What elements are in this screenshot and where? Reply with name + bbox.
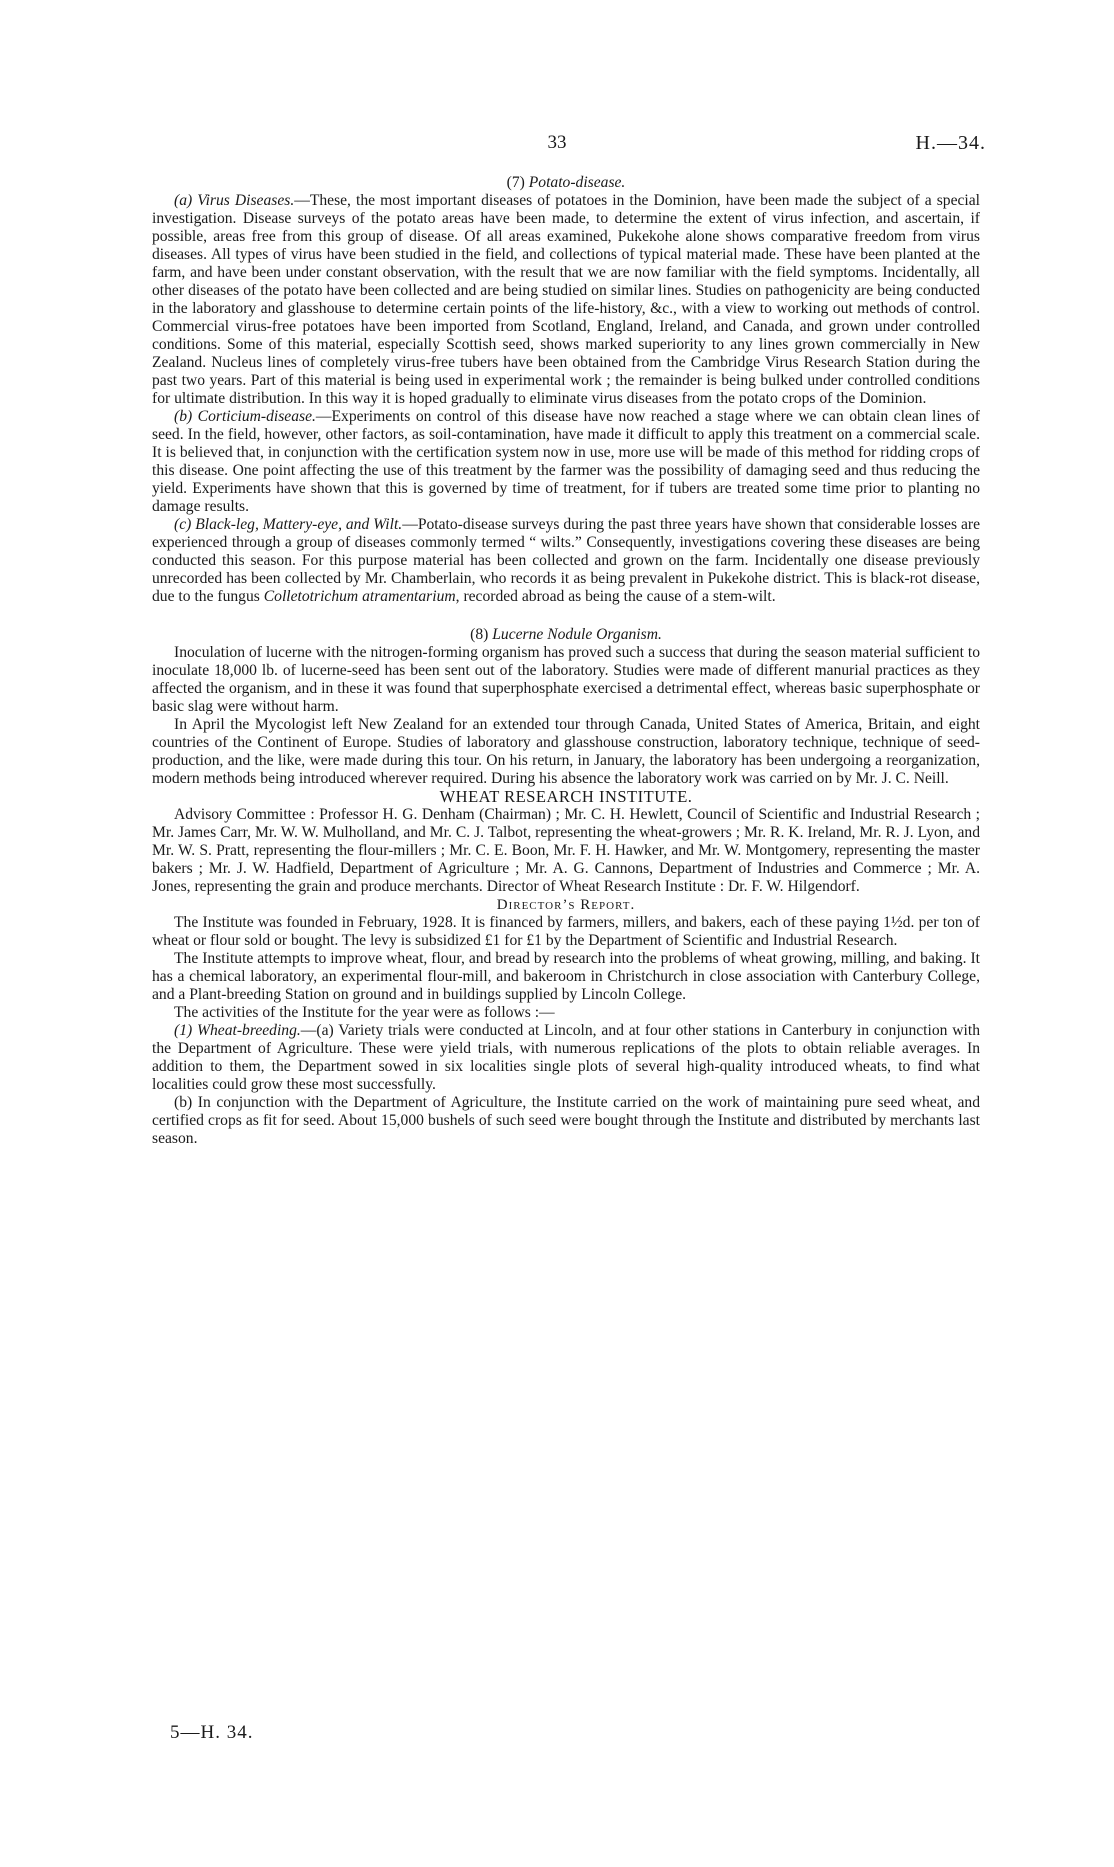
- potato-heading: [152, 174, 980, 192]
- paragraph-activities-intro: The activities of the Institute for the year were as follows :—: [174, 1004, 555, 1021]
- directors-report-heading: Director’s Report.: [496, 897, 636, 913]
- paragraph-advisory-committee: Advisory Committee : Professor H. G. Denham (Chairman) ; Mr. C. H. Hewlett, Council of Scientific and Industrial Research ; Mr. James Carr, Mr. W. W. Mulholland, and Mr. C. J. Talbot, representing the wheat-growers ; Mr. R. K. Ireland, Mr. R. J. Lyon, and Mr. W. S. Pratt, representing the flour-millers ; Mr. C. E. Boon, Mr. F. H. Hawker, and Mr. W. Montgomery, representing the master bakers ; Mr. J. W. Hadfield, Department of Agriculture ; Mr. A. G. Cannons, Department of Industries and Commerce ; Mr. A. Jones, representing the grain and produce merchants. Director of Wheat Research Institute : Dr. F. W. Hilgendorf.: [152, 806, 980, 895]
- species-name: Colletotrichum atramentarium: [263, 588, 456, 605]
- paragraph-mycologist-tour: In April the Mycologist left New Zealand for an extended tour through Canada, United States of America, Britain, and eight countries of the Continent of Europe. Studies of laboratory and glasshouse construction, laboratory technique, technique of seed-production, and the like, were made during this tour. On his return, in January, the laboratory has been undergoing a reorganization, modern methods being introduced wherever required. During his absence the laboratory work was carried on by Mr. J. C. Neill.: [152, 716, 980, 787]
- paragraph-pure-seed: (b) In conjunction with the Department of Agriculture, the Institute carried on the work of maintaining pure seed wheat, and certified crops as fit for seed. About 15,000 bushels of such seed were bought through the Institute and distributed by merchants last season.: [152, 1094, 980, 1147]
- paragraph-institute-aims: The Institute attempts to improve wheat, flour, and bread by research into the problems of wheat growing, milling, and baking. It has a chemical laboratory, an experimental flour-mill, and bakeroom in Christchurch in close association with Canterbury College, and a Plant-breeding Station on ground and in buildings supplied by Lincoln College.: [152, 950, 980, 1003]
- paragraph-text: —These, the most important diseases of potatoes in the Dominion, have been made the subject of a special investigation. Disease surveys of the potato areas have been made, to determine the extent of virus infection, and ascertain, if possible, areas free from this group of disease. Of all areas examined, Pukekohe alone shows comparative freedom from virus diseases. All types of virus have been studied in the field, and collections of typical material made. These have been planted at the farm, and have been under constant observation, with the result that we are now familiar with the field symptoms. Incidentally, all other diseases of the potato have been collected and are being studied on similar lines. Studies on pathogenicity are being conducted in the laboratory and glasshouse to determine certain points of the life-history, &c., with a view to working out methods of control. Commercial virus-free potatoes have been imported from Scotland, England, Ireland, and Canada, and grown under controlled conditions. Some of this material, especially Scottish seed, shows marked superiority to any lines grown commercially in New Zealand. Nucleus lines of completely virus-free tubers have been obtained from the Cambridge Virus Research Station during the past two years. Part of this material is being used in experimental work ; the remainder is being bulked under controlled conditions for ultimate distribution. In this way it is hoped gradually to eliminate virus diseases from the potato crops of the Dominion.: [152, 192, 981, 407]
- lucerne-heading-title: Lucerne Nodule Organism.: [492, 626, 662, 643]
- body-text: [152, 174, 980, 1148]
- page-reference: H.—34.: [915, 132, 986, 154]
- page-number: 33: [547, 132, 567, 153]
- paragraph-tail: , recorded abroad as being the cause of a stem-wilt.: [455, 588, 776, 605]
- paragraph-wheat-breeding: [152, 1022, 980, 1094]
- footer-signature: 5—H. 34.: [170, 1722, 254, 1743]
- paragraph-lead: (a) Virus Diseases.: [174, 192, 295, 209]
- paragraph-text: —Potato-disease surveys during the past three years have shown that considerable losses are experienced through a group of diseases commonly termed “ wilts.” Consequently, investigations covering these diseases are being conducted this season. For this purpose material has been collected and grown on the farm. Incidentally one disease previously unrecorded has been collected by Mr. Chamberlain, who records it as being prevalent in Pukekohe district. This is black-rot disease, due to the fungus: [152, 516, 980, 605]
- paragraph-lucerne-inoculation: Inoculation of lucerne with the nitrogen-forming organism has proved such a success that during the season material sufficient to inoculate 18,000 lb. of lucerne-seed has been sent out of the laboratory. Studies were made of different manurial practices as they affected the organism, and in these it was found that superphosphate exercised a detrimental effect, whereas basic superphosphate or basic slag were without harm.: [152, 644, 980, 715]
- paragraph-lead: (b) Corticium-disease.: [174, 408, 316, 425]
- paragraph-text: —(a) Variety trials were conducted at Lincoln, and at four other stations in Canterbury in conjunction with the Department of Agriculture. These were yield trials, with numerous replications of the plots to obtain reliable averages. In addition to them, the Department sowed in six localities single plots of several high-quality introduced wheats, to find what localities could grow these most successfully.: [152, 1022, 980, 1093]
- lucerne-heading-num: (8): [470, 626, 489, 643]
- lucerne-heading: [152, 626, 980, 644]
- potato-heading-title: Potato-disease.: [528, 174, 626, 191]
- paragraph-lead: (1) Wheat-breeding.: [174, 1022, 301, 1039]
- paragraph-institute-founded: The Institute was founded in February, 1928. It is financed by farmers, millers, and bakers, each of these paying 1½d. per ton of wheat or flour sold or bought. The levy is subsidized £1 for £1 by the Department of Scientific and Industrial Research.: [152, 914, 980, 949]
- paragraph-corticium: [152, 408, 980, 516]
- paragraph-text: —Experiments on control of this disease have now reached a stage where we can obtain clean lines of seed. In the field, however, other factors, as soil-contamination, have made it difficult to apply this treatment on a commercial scale. It is believed that, in conjunction with the certification system now in use, more use will be made of this method for ridding crops of this disease. One point affecting the use of this treatment by the farmer was the possibility of damaging seed and thus reducing the yield. Experiments have shown that this is governed by time of treatment, for if tubers are treated some time prior to planting no damage results.: [152, 408, 980, 515]
- paragraph-black-leg: [152, 516, 980, 606]
- paragraph-virus-diseases: [152, 192, 980, 408]
- wheat-institute-heading: WHEAT RESEARCH INSTITUTE.: [439, 787, 693, 806]
- potato-heading-num: (7): [506, 174, 525, 191]
- paragraph-lead: (c) Black-leg, Mattery-eye, and Wilt.: [174, 516, 403, 533]
